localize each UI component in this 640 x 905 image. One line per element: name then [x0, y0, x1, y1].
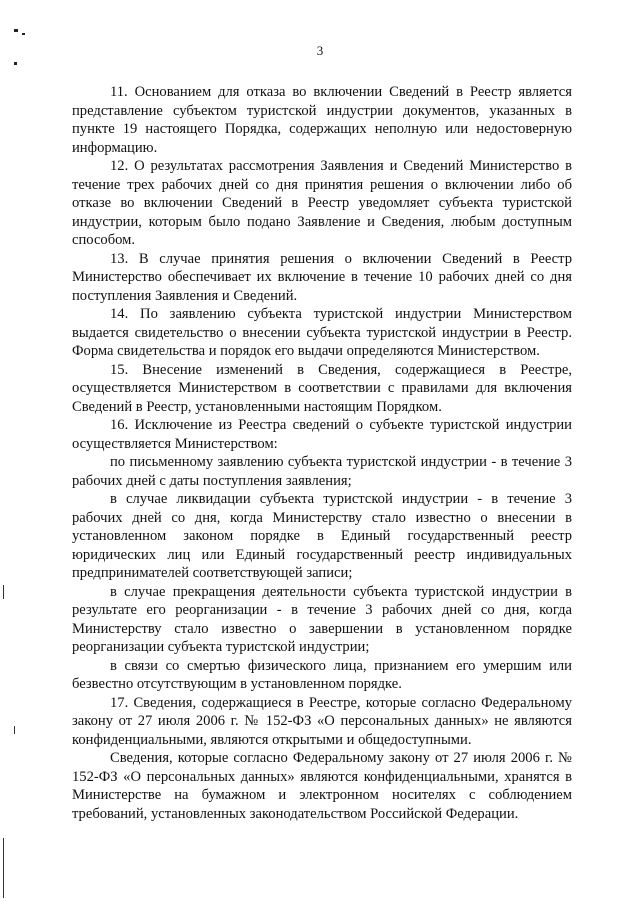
- scan-edge-line: [3, 585, 4, 599]
- paragraph-16-item-1: по письменному заявлению субъекта туристской индустрии - в течение 3 рабочих дней с даты поступления заявления;: [72, 454, 572, 489]
- paragraph-11: 11. Основанием для отказа во включении Сведений в Реестр является представление субъектом туристской индустрии документов, указанных в пункте 19 настоящего Порядка, содержащих неполную или недостоверную информацию.: [72, 84, 572, 156]
- paragraph-16: 16. Исключение из Реестра сведений о субъекте туристской индустрии осуществляется Министерством:: [72, 417, 572, 452]
- scan-speck: [14, 29, 18, 32]
- scan-speck: [14, 62, 17, 65]
- paragraph-13: 13. В случае принятия решения о включении Сведений в Реестр Министерство обеспечивает их включение в течение 10 рабочих дней со дня поступления Заявления и Сведений.: [72, 250, 572, 304]
- paragraph-16-item-3: в случае прекращения деятельности субъекта туристской индустрии в результате его реорганизации - в течение 3 рабочих дней со дня, когда Министерству стало известно о завершении в установленном порядке реорганизации субъекта туристской индустрии;: [72, 583, 572, 655]
- paragraph-16-item-4: в связи со смертью физического лица, признанием его умершим или безвестно отсутствующим в установленном порядке.: [72, 657, 572, 692]
- scan-speck: [22, 33, 25, 35]
- paragraph-17: 17. Сведения, содержащиеся в Реестре, которые согласно Федеральному закону от 27 июля 2006 г. № 152-ФЗ «О персональных данных» не являются конфиденциальными, являются открытыми и общедоступными.: [72, 694, 572, 748]
- paragraph-15: 15. Внесение изменений в Сведения, содержащиеся в Реестре, осуществляется Министерством в соответствии с правилами для включения Сведений в Реестр, установленными настоящим Порядком.: [72, 361, 572, 415]
- document-body: [72, 83, 572, 823]
- paragraph-16-item-2: в случае ликвидации субъекта туристской индустрии - в течение 3 рабочих дней со дня, когда Министерству стало известно о внесении в установленном законом порядке в Единый государственный реестр юридических лиц или Единый государственный реестр индивидуальных предпринимателей соответствующей записи;: [72, 491, 572, 581]
- paragraph-12: 12. О результатах рассмотрения Заявления и Сведений Министерство в течение трех рабочих дней со дня принятия решения о включении либо об отказе во включении Сведений в Реестр уведомляет субъекта туристской индустрии, которым было подано Заявление и Сведения, любым доступным способом.: [72, 158, 572, 248]
- scan-edge-line: [14, 726, 15, 734]
- paragraph-17-confidential: Сведения, которые согласно Федеральному закону от 27 июля 2006 г. № 152-ФЗ «О персональных данных» являются конфиденциальными, хранятся в Министерстве на бумажном и электронном носителях с соблюдением требований, установленных законодательством Российской Федерации.: [72, 750, 572, 822]
- page-number: 3: [316, 43, 324, 58]
- paragraph-14: 14. По заявлению субъекта туристской индустрии Министерством выдается свидетельство о внесении субъекта туристской индустрии в Реестр. Форма свидетельства и порядок его выдачи определяются Министерством.: [72, 306, 572, 359]
- scan-edge-line: [3, 838, 4, 898]
